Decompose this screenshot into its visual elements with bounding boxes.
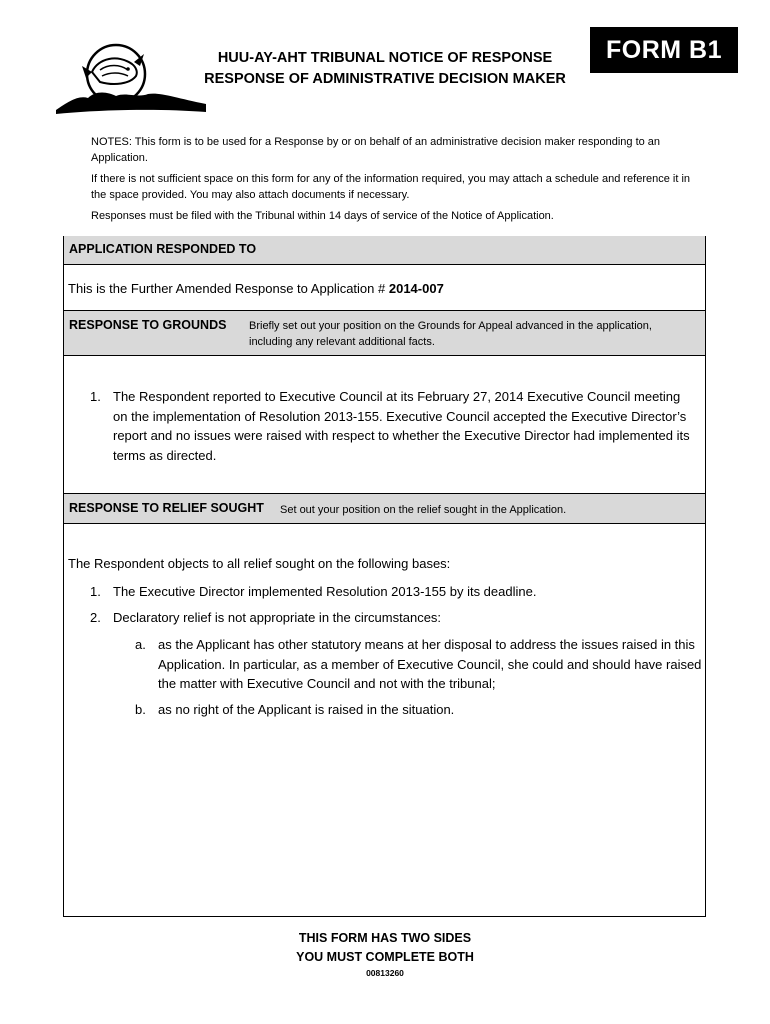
grounds-hint: Briefly set out your position on the Grounds for Appeal advanced in the application, including any relevant additional facts.	[249, 320, 652, 348]
grounds-item-marker: 1.	[90, 389, 101, 404]
application-header-bar	[64, 236, 705, 265]
note-1: NOTES: This form is to be used for a Response by or on behalf of an administrative decision maker responding to an Application.	[91, 136, 661, 164]
form-label-badge: FORM B1	[590, 27, 738, 73]
title-line-1: HUU-AY-AHT TRIBUNAL NOTICE OF RESPONSE	[217, 50, 553, 66]
relief-header-bar	[64, 493, 705, 524]
footer-line-2: YOU MUST COMPLETE BOTH	[296, 950, 474, 964]
application-text: This is the Further Amended Response to Application #	[68, 281, 389, 296]
relief-intro[interactable]: The Respondent objects to all relief sought on the following bases:	[68, 556, 451, 571]
relief-subitem[interactable]: as no right of the Applicant is raised in the situation.	[158, 702, 455, 717]
relief-heading: RESPONSE TO RELIEF SOUGHT	[69, 501, 264, 515]
notes-section	[91, 135, 691, 231]
form-frame	[63, 236, 706, 917]
relief-item[interactable]: Declaratory relief is not appropriate in the circumstances:	[113, 610, 442, 625]
title-line-2: RESPONSE OF ADMINISTRATIVE DECISION MAKER	[204, 71, 566, 87]
relief-item[interactable]: The Executive Director implemented Resolution 2013-155 by its deadline.	[113, 584, 537, 599]
note-3: Responses must be filed with the Tribunal within 14 days of service of the Notice of Application.	[91, 210, 554, 222]
form-code: 00813260	[366, 968, 404, 978]
relief-subitem-marker: a.	[135, 637, 146, 652]
relief-item-marker: 1.	[90, 584, 101, 599]
footer-line-1: THIS FORM HAS TWO SIDES	[298, 931, 472, 945]
grounds-header-bar	[64, 310, 705, 356]
grounds-heading: RESPONSE TO GROUNDS	[69, 318, 227, 332]
application-number[interactable]: 2014-007	[388, 281, 444, 296]
note-2: If there is not sufficient space on this form for any of the information required, you may attach a schedule and reference it in the space provided. You may also attach documents if necessary.	[91, 173, 691, 201]
tribunal-logo	[56, 40, 206, 118]
relief-subitem-marker: b.	[135, 702, 146, 717]
relief-subitem[interactable]: as the Applicant has other statutory means at her disposal to address the issues raised in this Application. In particular, as a member of Executive Council, she could and should have raised the matter with Executive Council and not with the tribunal;	[158, 637, 702, 691]
relief-item-marker: 2.	[90, 610, 101, 625]
form-title	[190, 48, 580, 90]
relief-hint: Set out your position on the relief sought in the Application.	[280, 504, 567, 516]
application-heading: APPLICATION RESPONDED TO	[69, 242, 257, 256]
grounds-item-text[interactable]: The Respondent reported to Executive Council at its February 27, 2014 Executive Council meeting on the implementation of Resolution 2013-155. Executive Council accepted the Executive Director’s report and no issues were raised with respect to whether the Executive Director had implemented its terms as directed.	[113, 389, 690, 463]
footer-notice	[0, 929, 770, 967]
application-line[interactable]	[68, 281, 444, 296]
